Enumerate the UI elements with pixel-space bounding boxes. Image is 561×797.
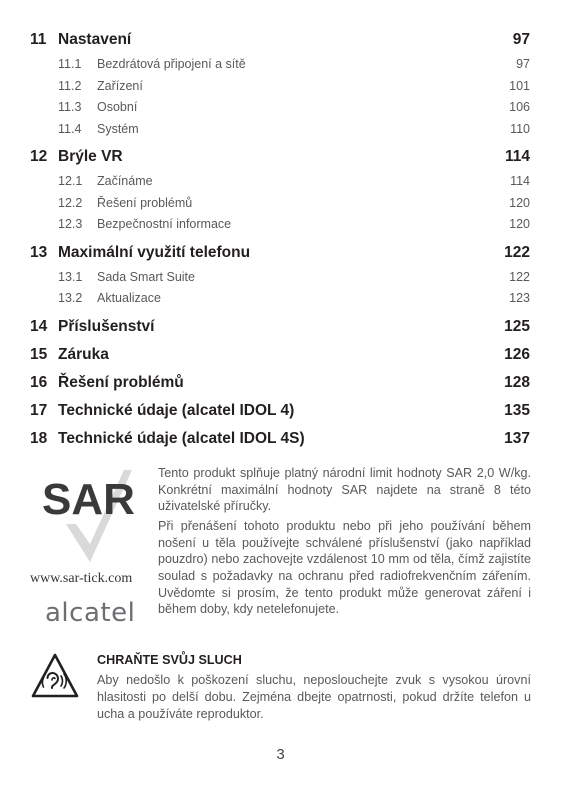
hearing-warning-icon: [30, 652, 80, 702]
toc-page: 97: [512, 31, 530, 48]
page-number: 3: [276, 746, 285, 763]
sar-tick-logo: [40, 462, 150, 572]
toc-number: 13: [30, 243, 48, 261]
toc-number: 13.2: [58, 291, 83, 305]
toc-title: Aktualizace: [97, 291, 161, 305]
toc-title: Začínáme: [97, 174, 153, 188]
toc-number: 12.1: [58, 174, 83, 188]
toc-entry[interactable]: [30, 267, 530, 289]
toc-entry[interactable]: [30, 143, 530, 171]
toc-page: 114: [504, 148, 530, 165]
sar-paragraph: Tento produkt splňuje platný národní limit hodnoty SAR 2,0 W/kg. Konkrétní maximální hodnoty SAR najdete na straně 8 této uživatelské příručky.: [158, 466, 531, 514]
hearing-warning-text: Aby nedošlo k poškození sluchu, neposlouchejte zvuk s vysokou úrovní hlasitosti po delší dobu. Zejména dbejte opatrnosti, pokud držíte telefon u ucha a používáte reproduktor.: [97, 673, 531, 721]
toc-number: 17: [30, 401, 48, 419]
toc-number: 11: [30, 31, 47, 48]
toc-entry[interactable]: [30, 193, 530, 215]
toc-title: Systém: [97, 121, 139, 136]
toc-entry[interactable]: [30, 341, 530, 369]
toc-page: 114: [510, 174, 530, 188]
toc-entry[interactable]: [30, 397, 530, 425]
toc-entry[interactable]: [30, 288, 530, 310]
toc-page: 128: [504, 373, 530, 391]
toc-number: 15: [30, 345, 48, 363]
toc-page: 120: [509, 217, 530, 231]
toc-number: 12.2: [58, 195, 83, 210]
toc-title: Sada Smart Suite: [97, 269, 195, 284]
toc-page: 122: [509, 269, 530, 284]
toc-title: Maximální využití telefonu: [58, 243, 251, 261]
alcatel-logo: alcatel: [45, 598, 136, 628]
toc-entry[interactable]: [30, 26, 530, 54]
toc-number: 16: [30, 373, 48, 391]
toc-number: 12.3: [58, 217, 83, 231]
toc-title: Řešení problémů: [97, 195, 193, 210]
toc-title: Příslušenství: [58, 317, 155, 335]
sar-paragraph: Při přenášení tohoto produktu nebo při jeho používání během nošení u těla používejte schválené příslušenství (jako například pouzdro) nebo zachovejte vzdálenost 10 mm od těla, čímž zajistíte soulad s požadavky na ochranu před radiofrekvenčním zářením. Uvědomte si prosím, že tento produkt může generovat záření i během doby, kdy netelefonujete.: [158, 519, 531, 617]
toc-number: 18: [30, 429, 48, 447]
toc-number: 11.2: [58, 78, 82, 93]
toc-title: Brýle VR: [58, 148, 123, 165]
sar-logo-text: SAR: [42, 475, 135, 524]
hearing-warning-title: CHRAŇTE SVŮJ SLUCH: [97, 653, 242, 667]
toc-number: 11.4: [58, 121, 82, 136]
toc-number: 12: [30, 148, 48, 165]
toc-title: Záruka: [58, 345, 109, 363]
toc-page: 122: [504, 243, 530, 261]
table-of-contents: [30, 26, 530, 453]
toc-entry[interactable]: [30, 119, 530, 141]
toc-number: 14: [30, 317, 48, 335]
toc-number: 13.1: [58, 269, 83, 284]
toc-entry[interactable]: [30, 97, 530, 119]
toc-entry[interactable]: [30, 54, 530, 76]
toc-title: Zařízení: [97, 78, 143, 93]
toc-entry[interactable]: [30, 214, 530, 236]
toc-page: 126: [504, 345, 530, 363]
toc-page: 101: [509, 78, 530, 93]
sar-info: [158, 465, 531, 621]
toc-title: Technické údaje (alcatel IDOL 4S): [58, 429, 305, 447]
toc-page: 125: [504, 317, 530, 335]
toc-title: Osobní: [97, 100, 138, 114]
toc-entry[interactable]: [30, 76, 530, 98]
toc-page: 135: [504, 401, 530, 419]
toc-page: 97: [516, 57, 530, 71]
toc-entry[interactable]: [30, 239, 530, 267]
toc-page: 110: [510, 121, 530, 136]
toc-entry[interactable]: [30, 313, 530, 341]
toc-title: Bezpečnostní informace: [97, 217, 232, 231]
toc-title: Technické údaje (alcatel IDOL 4): [58, 401, 295, 419]
toc-page: 123: [509, 291, 530, 305]
sar-url: www.sar-tick.com: [30, 571, 133, 586]
toc-title: Řešení problémů: [58, 373, 184, 391]
toc-number: 11.1: [58, 57, 82, 71]
toc-page: 106: [509, 100, 530, 114]
toc-number: 11.3: [58, 100, 82, 114]
toc-page: 137: [504, 429, 530, 447]
toc-entry[interactable]: [30, 425, 530, 453]
toc-title: Bezdrátová připojení a sítě: [97, 57, 246, 71]
toc-entry[interactable]: [30, 171, 530, 193]
toc-page: 120: [509, 195, 530, 210]
toc-entry[interactable]: [30, 369, 530, 397]
toc-title: Nastavení: [58, 31, 132, 48]
